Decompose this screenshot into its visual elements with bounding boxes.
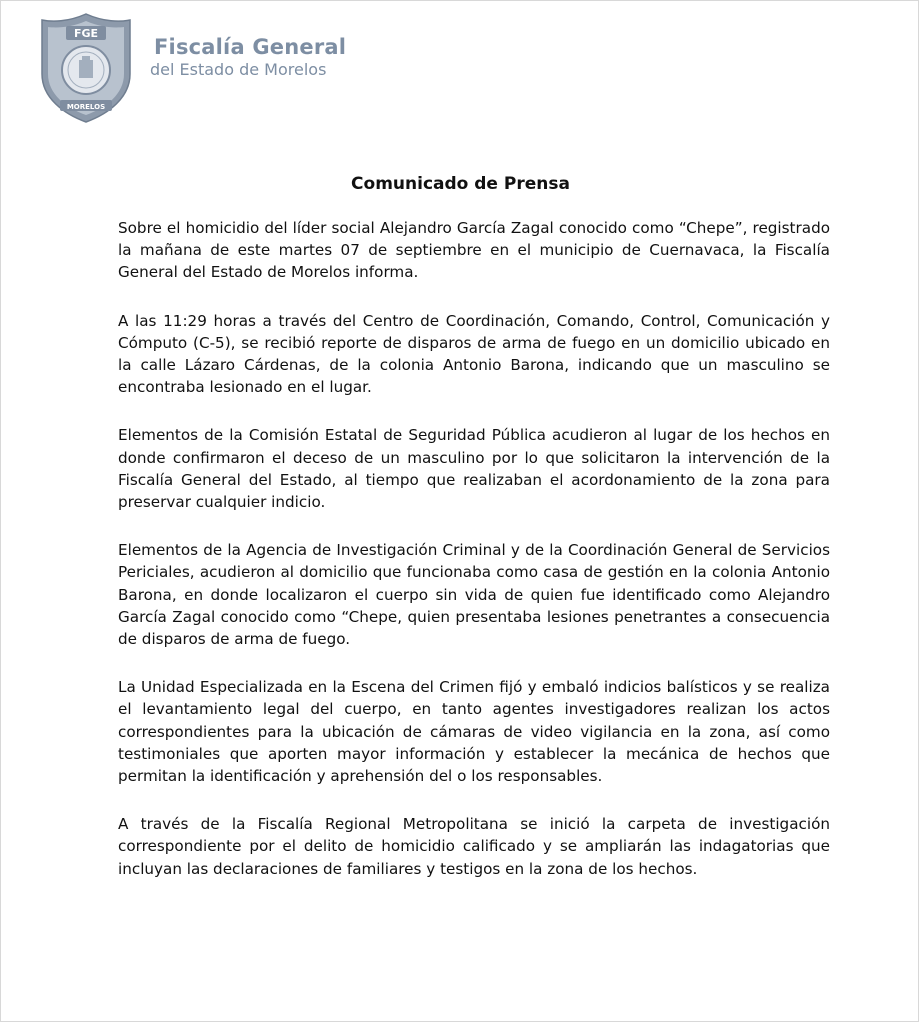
org-name-line2: del Estado de Morelos <box>150 60 327 79</box>
paragraph: A las 11:29 horas a través del Centro de Coordinación, Comando, Control, Comunicación y Cómputo (C-5), se recibió reporte de disparos de arma de fuego en un domicilio ubicado en la calle Lázaro Cárdenas, de la colonia Antonio Barona, indicando que un masculino se encontraba lesionado en el lugar. <box>118 311 830 397</box>
document-title: Comunicado de Prensa <box>351 174 570 194</box>
org-name-line1: Fiscalía General <box>154 35 347 59</box>
fge-seal-icon <box>38 12 134 124</box>
paragraph: A través de la Fiscalía Regional Metropolitana se inició la carpeta de investigación correspondiente por el delito de homicidio calificado y se ampliarán las indagatorias que incluyan las declaraciones de familiares y testigos en la zona de los hechos. <box>118 815 830 878</box>
paragraph: Sobre el homicidio del líder social Alejandro García Zagal conocido como “Chepe”, registrado la mañana de este martes 07 de septiembre en el municipio de Cuernavaca, la Fiscalía General del Estado de Morelos informa. <box>118 219 830 282</box>
seal-bottom-text: MORELOS <box>66 103 106 111</box>
organization-name <box>150 34 474 80</box>
paragraph: La Unidad Especializada en la Escena del Crimen fijó y embaló indicios balísticos y se realiza el levantamiento legal del cuerpo, en tanto agentes investigadores realizan los actos correspondientes para la ubicación de cámaras de video vigilancia en la zona, así como testimoniales que aporten mayor información y establecer la mecánica de hechos que permitan la identificación y aprehensión del o los responsables. <box>118 678 830 786</box>
paragraph: Elementos de la Agencia de Investigación Criminal y de la Coordinación General de Servicios Periciales, acudieron al domicilio que funcionaba como casa de gestión en la colonia Antonio Barona, en donde localizaron el cuerpo sin vida de quien fue identificado como Alejandro García Zagal conocido como “Chepe, quien presentaba lesiones penetrantes a consecuencia de disparos de arma de fuego. <box>118 541 830 649</box>
seal-top-text: FGE <box>73 27 99 40</box>
letterhead <box>38 12 458 130</box>
document-body <box>118 217 830 906</box>
paragraph: Elementos de la Comisión Estatal de Seguridad Pública acudieron al lugar de los hechos en donde confirmaron el deceso de un masculino por lo que solicitaron la intervención de la Fiscalía General del Estado, al tiempo que realizaban el acordonamiento de la zona para preservar cualquier indicio. <box>118 426 830 512</box>
